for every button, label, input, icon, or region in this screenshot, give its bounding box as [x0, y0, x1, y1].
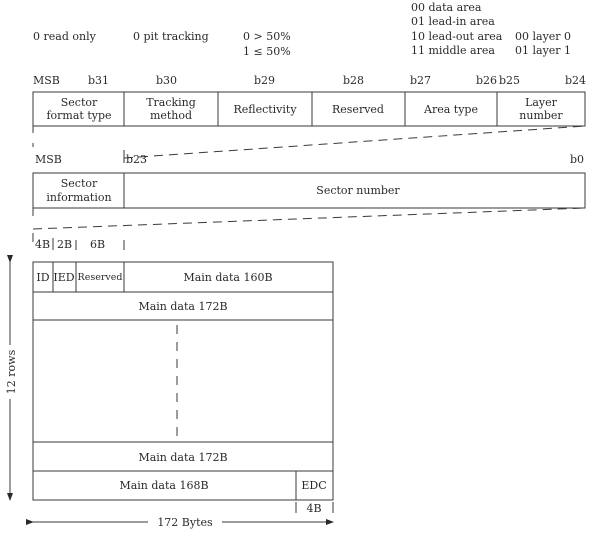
field-tracking-line1: Tracking	[146, 96, 196, 109]
note-read-only: 0 read only	[33, 30, 96, 43]
bit-b31: b31	[88, 74, 110, 87]
bit-msb-mid: MSB	[35, 153, 62, 166]
field-layer-line1: Layer	[525, 96, 557, 109]
cell-main-172-bottom: Main data 172B	[138, 451, 228, 464]
bit-b27: b27	[410, 74, 432, 87]
edc-size: 4B	[306, 502, 322, 515]
note-layer-1: 01 layer 1	[515, 44, 572, 57]
note-reflectivity-1: 1 ≤ 50%	[243, 45, 291, 58]
field-sector-number: Sector number	[316, 184, 400, 197]
bit-b26: b26	[476, 74, 498, 87]
data-frame	[33, 262, 333, 500]
bit-b30: b30	[156, 74, 178, 87]
note-area-1: 01 lead-in area	[411, 15, 495, 28]
cell-main-172-top: Main data 172B	[138, 300, 228, 313]
cell-id: ID	[36, 271, 50, 284]
bit-b29: b29	[254, 74, 276, 87]
cell-main-160: Main data 160B	[183, 271, 273, 284]
cell-edc: EDC	[301, 479, 327, 492]
note-area-2: 10 lead-out area	[411, 30, 503, 43]
note-pit-tracking: 0 pit tracking	[133, 30, 209, 43]
bit-b24: b24	[565, 74, 587, 87]
cell-main-168: Main data 168B	[119, 479, 209, 492]
bit-b25: b25	[499, 74, 521, 87]
note-layer-0: 00 layer 0	[515, 30, 572, 43]
bit-b28: b28	[343, 74, 365, 87]
note-area-3: 11 middle area	[411, 44, 495, 57]
mid-register	[33, 173, 585, 208]
byte-size-ied: 2B	[57, 238, 73, 251]
expand-dash-2	[33, 208, 585, 229]
note-reflectivity-0: 0 > 50%	[243, 30, 291, 43]
bit-msb-top: MSB	[33, 74, 60, 87]
field-sector-format-line1: Sector	[60, 96, 98, 109]
bit-b0: b0	[570, 153, 585, 166]
field-sector-format-line2: format type	[46, 109, 112, 122]
field-reflectivity: Reflectivity	[233, 103, 297, 116]
top-register	[33, 92, 585, 126]
byte-size-id: 4B	[35, 238, 51, 251]
bit-b23: b23	[126, 153, 148, 166]
cell-ied: IED	[53, 271, 75, 284]
field-sector-info-line2: information	[46, 191, 112, 204]
note-area-0: 00 data area	[411, 1, 482, 14]
rows-label: 12 rows	[5, 349, 18, 395]
expand-dash-1	[124, 126, 585, 158]
field-tracking-line2: method	[149, 109, 193, 122]
width-label: 172 Bytes	[157, 516, 213, 529]
field-layer-line2: number	[519, 109, 563, 122]
field-sector-info-line1: Sector	[60, 177, 98, 190]
cell-reserved: Reserved	[77, 272, 123, 283]
byte-size-reserved: 6B	[90, 238, 106, 251]
field-reserved: Reserved	[332, 103, 384, 116]
field-area-type: Area type	[424, 103, 478, 116]
